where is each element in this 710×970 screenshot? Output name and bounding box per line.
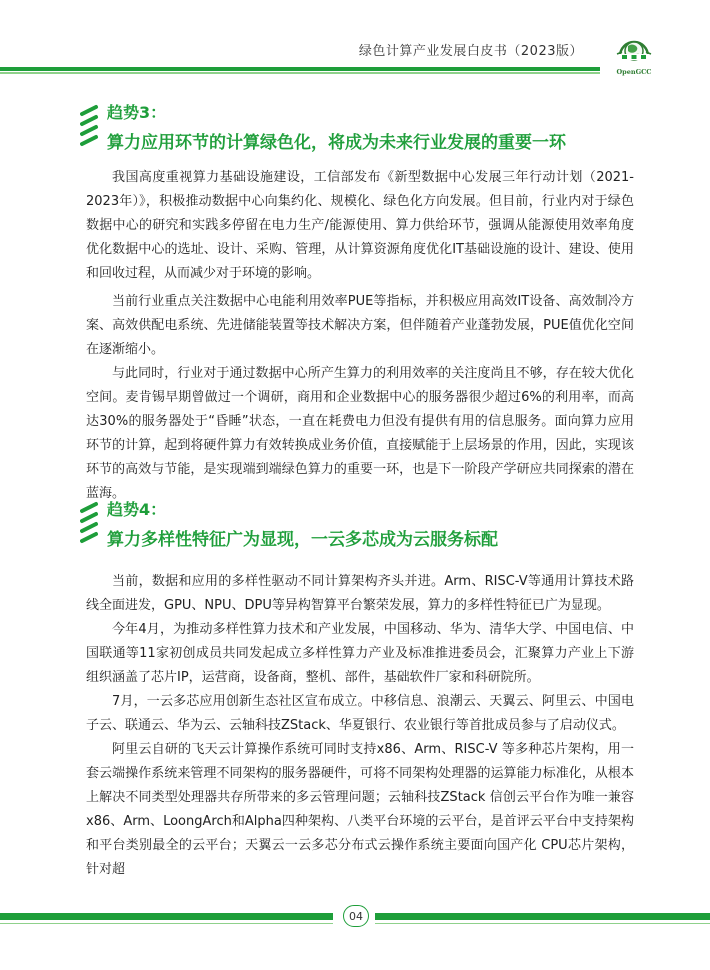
footer-line-left: [0, 923, 333, 924]
footer-bar-right: [375, 913, 710, 920]
header-bar-thin: [0, 72, 600, 74]
paragraph: 7月，一云多芯应用创新生态社区宣布成立。中移信息、浪潮云、天翼云、阿里云、中国电子云、联通云、华为云、云轴科技ZStack、华夏银行、农业银行等首批成员参与了启动仪式。: [86, 694, 634, 733]
trend-heading: 算力应用环节的计算绿色化，将成为未来行业发展的重要一环: [107, 133, 566, 153]
opengcc-logo: [614, 34, 654, 78]
page-number: 04: [343, 905, 369, 927]
paragraph: 当前行业重点关注数据中心电能利用效率PUE等指标，并积极应用高效IT设备、高效制冷方案、高效供配电系统、先进储能装置等技术解决方案，但伴随着产业蓬勃发展，PUE值优化空间在逐渐缩小。: [86, 294, 634, 357]
header-title: 绿色计算产业发展白皮书（2023版）: [358, 44, 583, 59]
paragraph: 与此同时，行业对于通过数据中心所产生算力的利用效率的关注度尚且不够，存在较大优化空间。麦肯锡早期曾做过一个调研，商用和企业数据中心的服务器很少超过6%的利用率，而高达30%的服务器处于“昏睡”状态，一直在耗费电力但没有提供有用的信息服务。面向算力应用环节的计算，起到将硬件算力有效转换成业务价值，直接赋能于上层场景的作用，因此，实现该环节的高效与节能，是实现端到端绿色算力的重要一环，也是下一阶段产学研应共同探索的潜在蓝海。: [86, 366, 634, 501]
trend-heading: 算力多样性特征广为显现，一云多芯成为云服务标配: [107, 530, 498, 550]
globe-logo-icon: [614, 34, 654, 68]
logo-text: OpenGCC: [616, 68, 652, 76]
paragraph: 今年4月，为推动多样性算力技术和产业发展，中国移动、华为、清华大学、中国电信、中国联通等11家初创成员共同发起成立多样性算力产业及标准推进委员会，汇聚算力产业上下游组织涵盖了芯片IP，运营商，设备商，整机、部件，基础软件厂家和科研院所。: [86, 622, 634, 685]
trend-label: 趋势3：: [107, 103, 167, 122]
paragraph: 当前，数据和应用的多样性驱动不同计算架构齐头并进。Arm、RISC-V等通用计算技术路线全面进发，GPU、NPU、DPU等异构智算平台繁荣发展，算力的多样性特征已广为显现。: [86, 574, 634, 613]
trend-stripes-icon: [80, 104, 100, 152]
paragraph: 我国高度重视算力基础设施建设，工信部发布《新型数据中心发展三年行动计划（2021-2023年）》，积极推动数据中心向集约化、规模化、绿色化方向发展。但目前，行业内对于绿色数据中心的研究和实践多停留在电力生产/能源使用、算力供给环节，强调从能源使用效率角度优化数据中心的选址、设计、采购、管理，从计算资源角度优化IT基础设施的设计、建设、使用和回收过程，从而减少对于环境的影响。: [86, 170, 634, 281]
header-bar: [0, 67, 600, 71]
paragraph: 阿里云自研的飞天云计算操作系统可同时支持x86、Arm、RISC-V 等多种芯片架构，用一套云端操作系统来管理不同架构的服务器硬件，可将不同架构处理器的运算能力标准化，从根本上解决不同类型处理器共存所带来的多云管理问题；云轴科技ZStack 信创云平台作为唯一兼容x86、Arm、LoongArch和Alpha四种架构、八类平台环境的云平台，是首评云平台中支持架构和平台类别最全的云平台；天翼云一云多芯分布式云操作系统主要面向国产化 CPU芯片架构，针对超: [86, 742, 634, 877]
footer-line-right: [375, 923, 710, 924]
trend-label: 趋势4：: [107, 500, 167, 519]
footer-bar-left: [0, 913, 333, 920]
trend-stripes-icon: [80, 501, 100, 549]
